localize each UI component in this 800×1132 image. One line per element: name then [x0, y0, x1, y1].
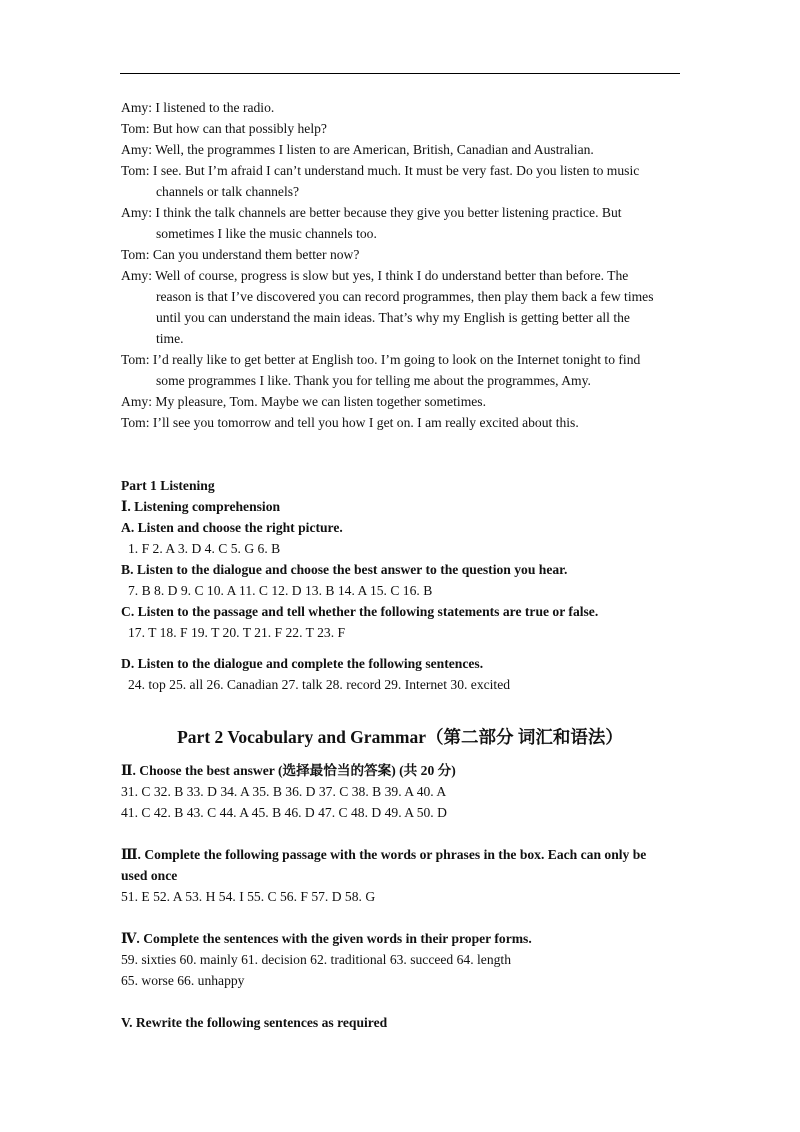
document-page	[121, 97, 679, 1033]
dialogue-line-continuation: sometimes I like the music channels too.	[156, 226, 377, 241]
section3-heading: Ⅲ. Complete the following passage with the words or phrases in the box. Each can only be	[121, 847, 647, 862]
part1-title: Part 1 Listening	[121, 478, 215, 493]
dialogue-line: Tom: I see. But I’m afraid I can’t understand much. It must be very fast. Do you listen to music	[121, 163, 640, 178]
section3-heading-cont: used once	[121, 868, 178, 883]
section4-answers-row1: 59. sixties 60. mainly 61. decision 62. traditional 63. succeed 64. length	[121, 952, 511, 967]
section2-answers-row2: 41. C 42. B 43. C 44. A 45. B 46. D 47. C 48. D 49. A 50. D	[121, 805, 447, 820]
section4-heading: Ⅳ. Complete the sentences with the given words in their proper forms.	[121, 931, 532, 946]
dialogue-line-continuation: some programmes I like. Thank you for telling me about the programmes, Amy.	[156, 373, 591, 388]
dialogue-line: Tom: I’ll see you tomorrow and tell you how I get on. I am really excited about this.	[121, 415, 579, 430]
dialogue-line: Amy: Well of course, progress is slow but yes, I think I do understand better than before. The	[121, 268, 629, 283]
dialogue-line: Tom: I’d really like to get better at English too. I’m going to look on the Internet tonight to find	[121, 352, 641, 367]
dialogue-transcript	[121, 97, 679, 433]
section-c-answers: 17. T 18. F 19. T 20. T 21. F 22. T 23. F	[128, 625, 346, 640]
section2-heading: Ⅱ. Choose the best answer (选择最恰当的答案) (共 20 分)	[121, 763, 456, 778]
dialogue-line-continuation: reason is that I’ve discovered you can record programmes, then play them back a few times	[156, 289, 654, 304]
dialogue-line: Amy: I think the talk channels are better because they give you better listening practice. But	[121, 205, 622, 220]
dialogue-line: Tom: Can you understand them better now?	[121, 247, 360, 262]
section-d-heading: D. Listen to the dialogue and complete the following sentences.	[121, 656, 484, 671]
section-d-answers: 24. top 25. all 26. Canadian 27. talk 28. record 29. Internet 30. excited	[128, 677, 511, 692]
part2-title: Part 2 Vocabulary and Grammar（第二部分 词汇和语法）	[177, 727, 623, 747]
section3-answers: 51. E 52. A 53. H 54. I 55. C 56. F 57. D 58. G	[121, 889, 376, 904]
section1-heading: Ⅰ. Listening comprehension	[121, 499, 281, 514]
dialogue-line-continuation: until you can understand the main ideas. That’s why my English is getting better all the	[156, 310, 630, 325]
section2-answers-row1: 31. C 32. B 33. D 34. A 35. B 36. D 37. C 38. B 39. A 40. A	[121, 784, 447, 799]
dialogue-line: Amy: Well, the programmes I listen to are American, British, Canadian and Australian.	[121, 142, 594, 157]
section-b-answers: 7. B 8. D 9. C 10. A 11. C 12. D 13. B 14. A 15. C 16. B	[128, 583, 433, 598]
dialogue-line: Amy: I listened to the radio.	[121, 100, 275, 115]
section5-heading: V. Rewrite the following sentences as required	[121, 1015, 388, 1030]
dialogue-line: Tom: But how can that possibly help?	[121, 121, 327, 136]
section-c-heading: C. Listen to the passage and tell whether the following statements are true or false.	[121, 604, 599, 619]
section-b-heading: B. Listen to the dialogue and choose the best answer to the question you hear.	[121, 562, 568, 577]
section4-answers-row2: 65. worse 66. unhappy	[121, 973, 245, 988]
dialogue-line-continuation: time.	[156, 331, 184, 346]
dialogue-line: Amy: My pleasure, Tom. Maybe we can listen together sometimes.	[121, 394, 486, 409]
dialogue-line-continuation: channels or talk channels?	[156, 184, 300, 199]
section-a-answers: 1. F 2. A 3. D 4. C 5. G 6. B	[128, 541, 281, 556]
top-rule	[120, 73, 680, 74]
section-a-heading: A. Listen and choose the right picture.	[121, 520, 343, 535]
